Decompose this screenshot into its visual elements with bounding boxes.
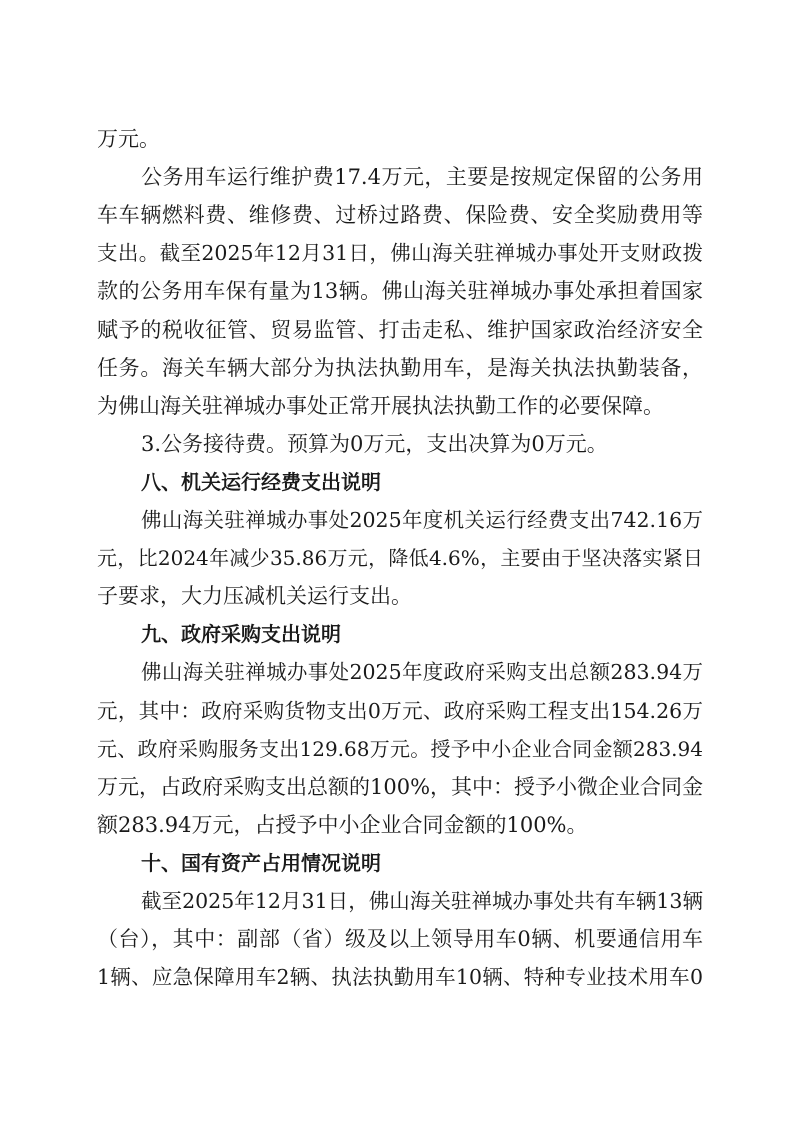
text-line: 额283.94万元，占授予中小企业合同金额的100%。 — [97, 812, 588, 837]
text-line: 元，比2024年减少35.86万元，降低4.6%，主要由于坚决落实紧日 — [97, 546, 703, 571]
section-heading: 九、政府采购支出说明 — [141, 622, 341, 647]
text-line: 佛山海关驻禅城办事处2025年度政府采购支出总额283.94万 — [141, 660, 703, 685]
text-line: 子要求，大力压减机关运行支出。 — [97, 584, 412, 609]
text-line: 万元。 — [97, 127, 160, 151]
section-heading: 八、机关运行经费支出说明 — [141, 469, 381, 494]
text-line: 万元，占政府采购支出总额的100%，其中：授予小微企业合同金 — [97, 774, 703, 799]
text-line: 元、政府采购服务支出129.68万元。授予中小企业合同金额283.94 — [97, 736, 703, 761]
text-line: （台），其中：副部（省）级及以上领导用车0辆、机要通信用车 — [97, 927, 703, 952]
section-heading: 十、国有资产占用情况说明 — [141, 850, 381, 875]
text-line: 1辆、应急保障用车2辆、执法执勤用车10辆、特种专业技术用车0 — [97, 965, 703, 990]
text-line: 车车辆燃料费、维修费、过桥过路费、保险费、安全奖励费用等 — [97, 203, 703, 228]
text-line: 截至2025年12月31日，佛山海关驻禅城办事处共有车辆13辆 — [141, 889, 703, 913]
text-line: 任务。海关车辆大部分为执法执勤用车，是海关执法执勤装备， — [97, 355, 703, 380]
text-line: 款的公务用车保有量为13辆。佛山海关驻禅城办事处承担着国家 — [97, 279, 703, 304]
text-line: 公务用车运行维护费17.4万元，主要是按规定保留的公务用 — [141, 165, 703, 190]
text-line: 赋予的税收征管、贸易监管、打击走私、维护国家政治经济安全 — [97, 317, 703, 342]
text-line: 支出。截至2025年12月31日，佛山海关驻禅城办事处开支财政拨 — [97, 241, 703, 266]
text-line: 元，其中：政府采购货物支出0万元、政府采购工程支出154.26万 — [97, 698, 703, 723]
text-line: 3.公务接待费。预算为0万元，支出决算为0万元。 — [141, 431, 608, 456]
text-line: 为佛山海关驻禅城办事处正常开展执法执勤工作的必要保障。 — [97, 393, 664, 418]
text-line: 佛山海关驻禅城办事处2025年度机关运行经费支出742.16万 — [141, 508, 703, 532]
